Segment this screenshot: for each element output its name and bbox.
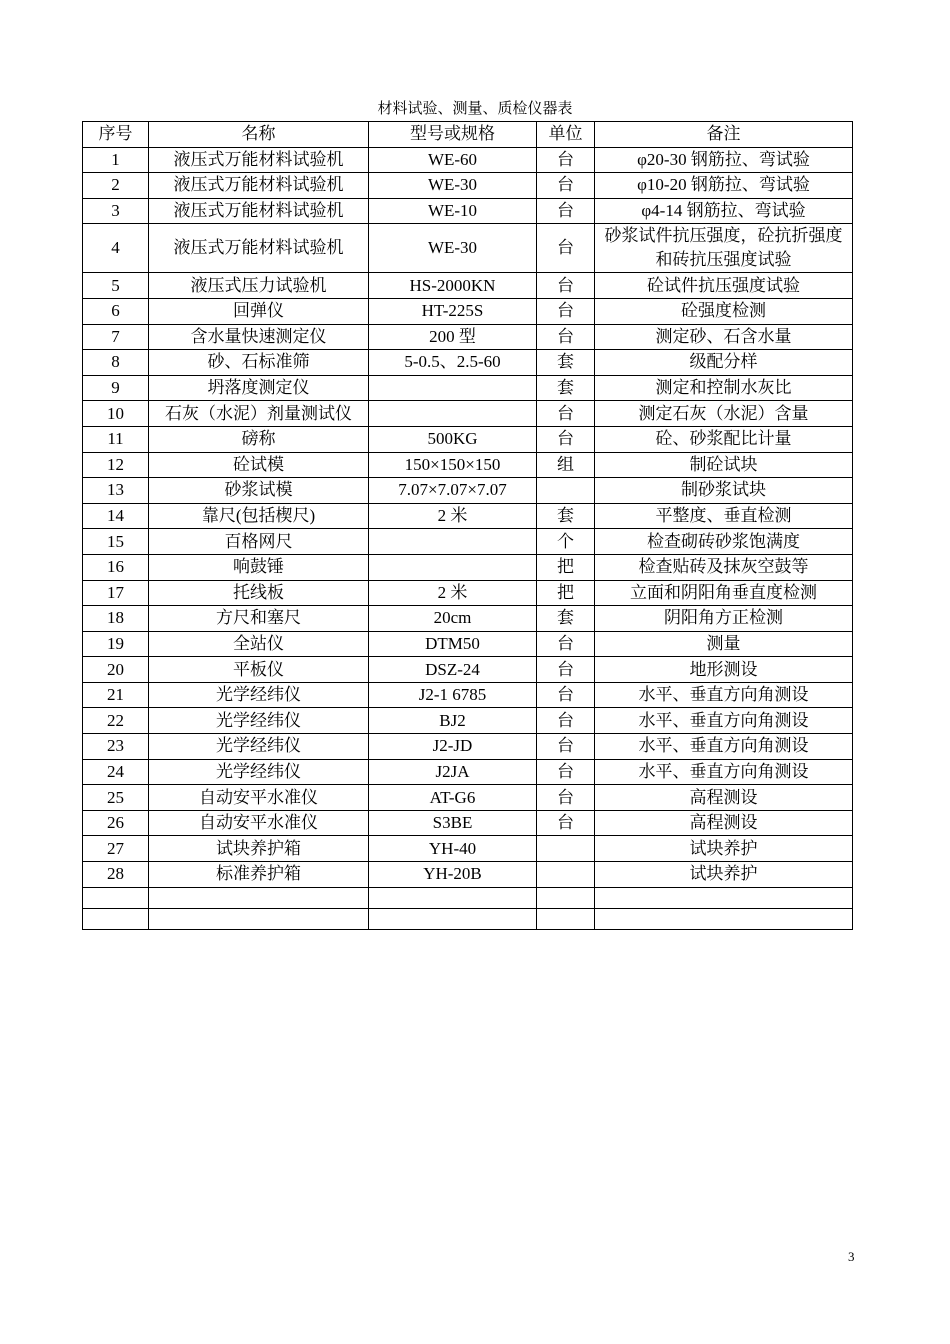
cell-model: 150×150×150: [369, 452, 537, 478]
cell-index: 4: [83, 224, 149, 273]
equipment-table: [82, 121, 853, 930]
cell-remark: 立面和阴阳角垂直度检测: [595, 580, 853, 606]
cell-remark: 试块养护: [595, 862, 853, 888]
cell-remark: 测定石灰（水泥）含量: [595, 401, 853, 427]
cell-model: YH-20B: [369, 862, 537, 888]
cell-unit: 台: [537, 224, 595, 273]
cell-empty: [369, 887, 537, 908]
cell-unit: [537, 478, 595, 504]
cell-index: 3: [83, 198, 149, 224]
cell-unit: 台: [537, 734, 595, 760]
table-row: [83, 452, 853, 478]
cell-index: 11: [83, 426, 149, 452]
table-row: [83, 173, 853, 199]
cell-remark: 制砼试块: [595, 452, 853, 478]
cell-index: 8: [83, 350, 149, 376]
cell-unit: 台: [537, 147, 595, 173]
cell-index: 13: [83, 478, 149, 504]
cell-unit: 台: [537, 324, 595, 350]
cell-remark: 测定砂、石含水量: [595, 324, 853, 350]
cell-unit: 台: [537, 298, 595, 324]
cell-unit: 个: [537, 529, 595, 555]
table-row: [83, 401, 853, 427]
table-row: [83, 324, 853, 350]
table-row: [83, 631, 853, 657]
cell-index: 25: [83, 785, 149, 811]
cell-index: 6: [83, 298, 149, 324]
cell-unit: 台: [537, 785, 595, 811]
cell-index: 24: [83, 759, 149, 785]
cell-model: HT-225S: [369, 298, 537, 324]
cell-model: J2-JD: [369, 734, 537, 760]
cell-model: 5-0.5、2.5-60: [369, 350, 537, 376]
cell-unit: 台: [537, 682, 595, 708]
cell-index: 23: [83, 734, 149, 760]
cell-unit: 套: [537, 503, 595, 529]
cell-unit: 台: [537, 708, 595, 734]
cell-name: 响鼓锤: [149, 554, 369, 580]
cell-name: 坍落度测定仪: [149, 375, 369, 401]
table-header-row: [83, 122, 853, 148]
cell-empty: [595, 887, 853, 908]
cell-unit: [537, 862, 595, 888]
cell-model: 2 米: [369, 503, 537, 529]
cell-name: 砂、石标准筛: [149, 350, 369, 376]
table-row: [83, 836, 853, 862]
cell-index: 7: [83, 324, 149, 350]
cell-index: 1: [83, 147, 149, 173]
cell-model: [369, 529, 537, 555]
cell-model: S3BE: [369, 810, 537, 836]
table-row: [83, 350, 853, 376]
cell-name: 光学经纬仪: [149, 734, 369, 760]
cell-name: 自动安平水准仪: [149, 785, 369, 811]
cell-unit: 台: [537, 810, 595, 836]
cell-index: 16: [83, 554, 149, 580]
cell-remark: 测量: [595, 631, 853, 657]
cell-name: 靠尺(包括楔尺): [149, 503, 369, 529]
cell-remark: 水平、垂直方向角测设: [595, 759, 853, 785]
cell-index: 20: [83, 657, 149, 683]
table-row: [83, 478, 853, 504]
cell-remark: 砼、砂浆配比计量: [595, 426, 853, 452]
cell-unit: 组: [537, 452, 595, 478]
table-row: [83, 298, 853, 324]
cell-remark: 试块养护: [595, 836, 853, 862]
cell-unit: 台: [537, 273, 595, 299]
cell-empty: [369, 908, 537, 929]
cell-unit: 台: [537, 173, 595, 199]
table-row-empty: [83, 887, 853, 908]
cell-unit: 套: [537, 606, 595, 632]
cell-name: 磅称: [149, 426, 369, 452]
table-row: [83, 708, 853, 734]
cell-name: 液压式万能材料试验机: [149, 224, 369, 273]
header-index: 序号: [83, 122, 149, 148]
table-row: [83, 273, 853, 299]
cell-remark: 水平、垂直方向角测设: [595, 708, 853, 734]
header-remark: 备注: [595, 122, 853, 148]
cell-name: 光学经纬仪: [149, 682, 369, 708]
cell-name: 托线板: [149, 580, 369, 606]
cell-unit: [537, 836, 595, 862]
cell-remark: 级配分样: [595, 350, 853, 376]
cell-unit: 台: [537, 426, 595, 452]
cell-index: 18: [83, 606, 149, 632]
cell-name: 液压式万能材料试验机: [149, 173, 369, 199]
cell-remark: 制砂浆试块: [595, 478, 853, 504]
header-unit: 单位: [537, 122, 595, 148]
cell-model: BJ2: [369, 708, 537, 734]
table-row: [83, 606, 853, 632]
cell-name: 砂浆试模: [149, 478, 369, 504]
cell-unit: 套: [537, 375, 595, 401]
cell-name: 全站仪: [149, 631, 369, 657]
cell-name: 光学经纬仪: [149, 708, 369, 734]
cell-model: AT-G6: [369, 785, 537, 811]
table-row: [83, 375, 853, 401]
cell-name: 方尺和塞尺: [149, 606, 369, 632]
cell-model: 200 型: [369, 324, 537, 350]
table-row: [83, 759, 853, 785]
cell-model: YH-40: [369, 836, 537, 862]
cell-remark: 高程测设: [595, 810, 853, 836]
cell-model: [369, 554, 537, 580]
table-row: [83, 198, 853, 224]
table-row: [83, 657, 853, 683]
cell-remark: 测定和控制水灰比: [595, 375, 853, 401]
cell-name: 标准养护箱: [149, 862, 369, 888]
cell-name: 回弹仪: [149, 298, 369, 324]
cell-name: 试块养护箱: [149, 836, 369, 862]
header-model: 型号或规格: [369, 122, 537, 148]
cell-remark: 阴阳角方正检测: [595, 606, 853, 632]
cell-name: 砼试模: [149, 452, 369, 478]
cell-index: 17: [83, 580, 149, 606]
cell-model: 7.07×7.07×7.07: [369, 478, 537, 504]
cell-remark: 检查贴砖及抹灰空鼓等: [595, 554, 853, 580]
cell-remark: φ10-20 钢筋拉、弯试验: [595, 173, 853, 199]
cell-empty: [83, 908, 149, 929]
cell-empty: [537, 908, 595, 929]
cell-index: 9: [83, 375, 149, 401]
header-name: 名称: [149, 122, 369, 148]
cell-name: 液压式万能材料试验机: [149, 147, 369, 173]
cell-index: 2: [83, 173, 149, 199]
cell-model: 2 米: [369, 580, 537, 606]
table-row: [83, 810, 853, 836]
cell-name: 石灰（水泥）剂量测试仪: [149, 401, 369, 427]
cell-empty: [83, 887, 149, 908]
cell-unit: 台: [537, 401, 595, 427]
cell-model: 20cm: [369, 606, 537, 632]
cell-unit: 把: [537, 554, 595, 580]
cell-index: 14: [83, 503, 149, 529]
table-row: [83, 426, 853, 452]
table-row: [83, 503, 853, 529]
cell-name: 液压式压力试验机: [149, 273, 369, 299]
cell-model: WE-30: [369, 224, 537, 273]
cell-index: 19: [83, 631, 149, 657]
cell-empty: [595, 908, 853, 929]
table-row-empty: [83, 908, 853, 929]
table-row: [83, 147, 853, 173]
cell-index: 28: [83, 862, 149, 888]
cell-index: 22: [83, 708, 149, 734]
cell-model: J2-1 6785: [369, 682, 537, 708]
table-row: [83, 529, 853, 555]
cell-index: 10: [83, 401, 149, 427]
cell-empty: [537, 887, 595, 908]
page-number: 3: [848, 1249, 855, 1264]
cell-name: 自动安平水准仪: [149, 810, 369, 836]
cell-remark: 地形测设: [595, 657, 853, 683]
cell-model: 500KG: [369, 426, 537, 452]
cell-name: 光学经纬仪: [149, 759, 369, 785]
table-row: [83, 734, 853, 760]
cell-model: [369, 375, 537, 401]
cell-model: WE-60: [369, 147, 537, 173]
cell-name: 含水量快速测定仪: [149, 324, 369, 350]
cell-index: 26: [83, 810, 149, 836]
table-row: [83, 785, 853, 811]
cell-model: WE-30: [369, 173, 537, 199]
cell-name: 液压式万能材料试验机: [149, 198, 369, 224]
cell-name: 百格网尺: [149, 529, 369, 555]
cell-unit: 台: [537, 657, 595, 683]
cell-model: DSZ-24: [369, 657, 537, 683]
table-row: [83, 554, 853, 580]
cell-unit: 台: [537, 198, 595, 224]
cell-model: WE-10: [369, 198, 537, 224]
table-body: [83, 147, 853, 929]
table-row: [83, 224, 853, 273]
cell-index: 21: [83, 682, 149, 708]
cell-model: [369, 401, 537, 427]
cell-empty: [149, 887, 369, 908]
cell-remark: 水平、垂直方向角测设: [595, 734, 853, 760]
cell-remark: 砂浆试件抗压强度，砼抗折强度和砖抗压强度试验: [595, 224, 853, 273]
cell-unit: 把: [537, 580, 595, 606]
table-row: [83, 862, 853, 888]
cell-remark: 砼试件抗压强度试验: [595, 273, 853, 299]
cell-unit: 台: [537, 631, 595, 657]
cell-remark: 水平、垂直方向角测设: [595, 682, 853, 708]
cell-model: J2JA: [369, 759, 537, 785]
cell-unit: 套: [537, 350, 595, 376]
cell-model: DTM50: [369, 631, 537, 657]
cell-model: HS-2000KN: [369, 273, 537, 299]
cell-unit: 台: [537, 759, 595, 785]
cell-remark: 砼强度检测: [595, 298, 853, 324]
cell-remark: φ4-14 钢筋拉、弯试验: [595, 198, 853, 224]
page-title: 材料试验、测量、质检仪器表: [377, 101, 573, 117]
cell-index: 15: [83, 529, 149, 555]
cell-remark: 检查砌砖砂浆饱满度: [595, 529, 853, 555]
cell-index: 27: [83, 836, 149, 862]
table-row: [83, 580, 853, 606]
cell-empty: [149, 908, 369, 929]
cell-remark: 平整度、垂直检测: [595, 503, 853, 529]
cell-index: 5: [83, 273, 149, 299]
cell-remark: φ20-30 钢筋拉、弯试验: [595, 147, 853, 173]
table-row: [83, 682, 853, 708]
cell-remark: 高程测设: [595, 785, 853, 811]
cell-name: 平板仪: [149, 657, 369, 683]
cell-index: 12: [83, 452, 149, 478]
